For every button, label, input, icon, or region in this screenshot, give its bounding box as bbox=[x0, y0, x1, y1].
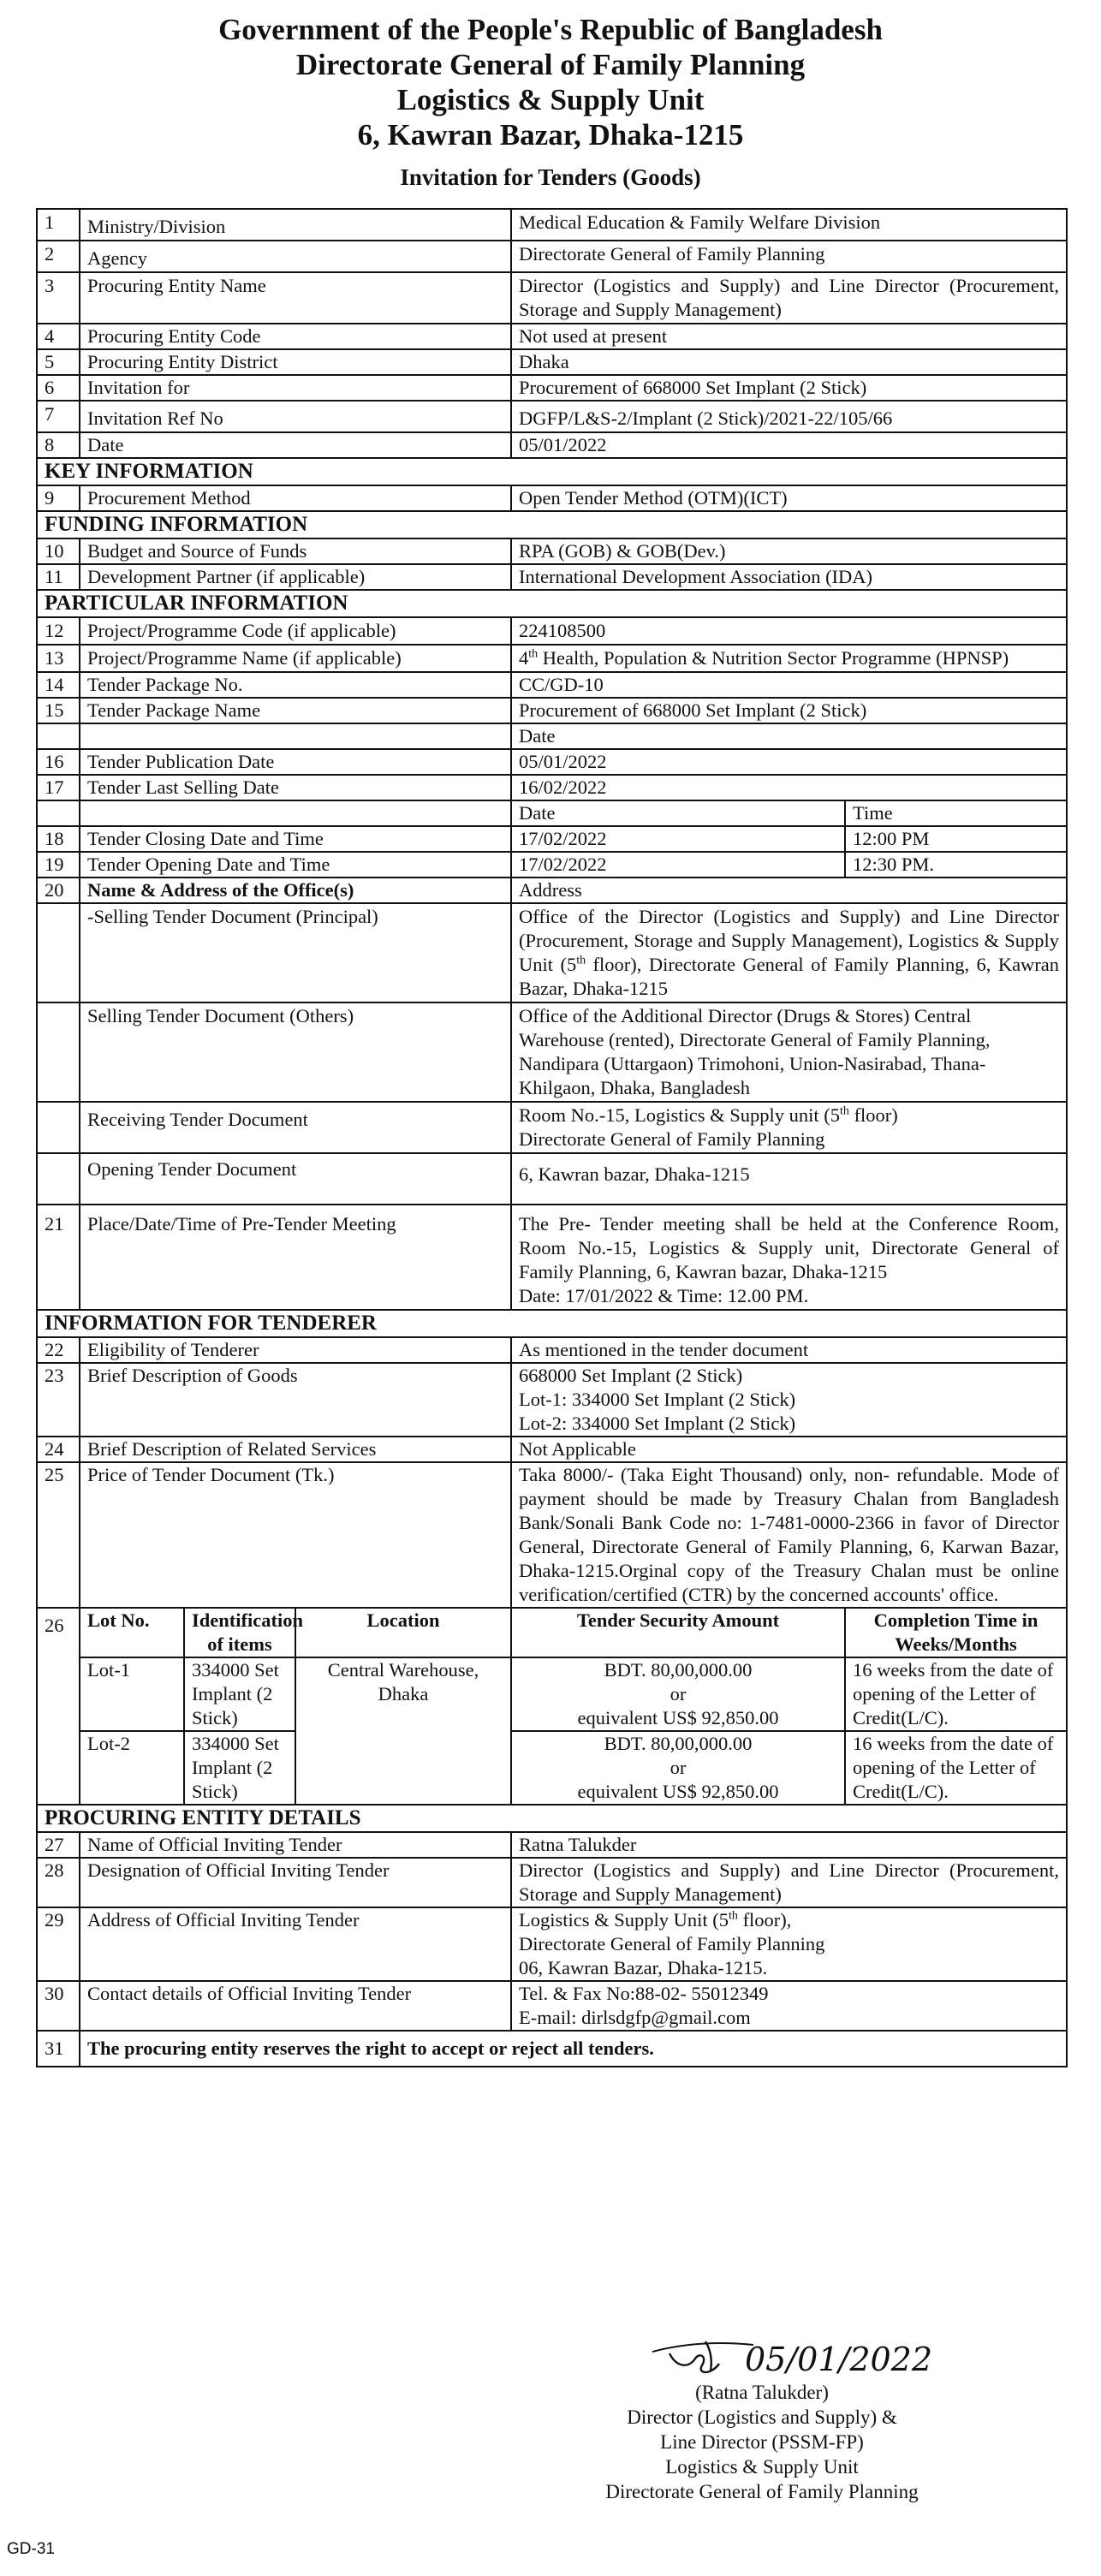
office-row-selling-principal bbox=[37, 903, 1067, 1002]
value-part: floor), bbox=[737, 1909, 792, 1931]
value-part: Office of the Director (Logistics and Supply) and Line Director (Procurement, Storage and Supply Management), Logistics & Supply Unit (5 bbox=[519, 906, 1060, 975]
row-number: 8 bbox=[37, 432, 80, 458]
handwritten-date: 05/01/2022 bbox=[745, 2341, 933, 2378]
table-row bbox=[37, 1337, 1067, 1363]
table-row bbox=[37, 272, 1067, 324]
row-value: International Development Association (IDA) bbox=[511, 564, 1067, 590]
table-row bbox=[37, 1907, 1067, 1981]
value-superscript: th bbox=[576, 954, 586, 967]
row-number: 2 bbox=[37, 241, 80, 272]
row-value: Directorate General of Family Planning bbox=[511, 241, 1067, 272]
row-value: Address bbox=[511, 878, 1067, 903]
row-label: Name of Official Inviting Tender bbox=[80, 1832, 511, 1858]
value-superscript: th bbox=[840, 1104, 849, 1118]
office-label: Opening Tender Document bbox=[80, 1153, 511, 1205]
office-address bbox=[511, 1102, 1067, 1153]
row-number: 30 bbox=[37, 1981, 80, 2031]
row-value: Director (Logistics and Supply) and Line Director (Procurement, Storage and Supply Management) bbox=[511, 1858, 1067, 1907]
row-number: 14 bbox=[37, 672, 80, 698]
row-label: Project/Programme Code (if applicable) bbox=[80, 617, 511, 645]
lot-table-header bbox=[37, 1608, 1067, 1657]
row-label: Tender Package Name bbox=[80, 698, 511, 723]
row-value: DGFP/L&S-2/Implant (2 Stick)/2021-22/105/66 bbox=[511, 401, 1067, 432]
lot-number: Lot-1 bbox=[80, 1657, 184, 1731]
value-part: The Pre- Tender meeting shall be held at the Conference Room, Room No.-15, Logistics & Supply unit, Directorate General of Family Planning, 6, Kawran bazar, Dhaka-1215 bbox=[519, 1213, 1060, 1282]
row-number: 19 bbox=[37, 852, 80, 878]
value-part: equivalent US$ 92,850.00 bbox=[577, 1781, 779, 1802]
row-number: 25 bbox=[37, 1462, 80, 1608]
value-part: BDT. 80,00,000.00 bbox=[604, 1733, 753, 1754]
row-value: 16/02/2022 bbox=[511, 775, 1067, 800]
office-label: Selling Tender Document (Others) bbox=[80, 1002, 511, 1102]
table-row bbox=[37, 2031, 1067, 2067]
row-number: 17 bbox=[37, 775, 80, 800]
row-number: 5 bbox=[37, 349, 80, 375]
row-number: 21 bbox=[37, 1205, 80, 1310]
row-label: Contact details of Official Inviting Tender bbox=[80, 1981, 511, 2031]
lot-item: 334000 Set Implant (2 Stick) bbox=[184, 1657, 295, 1731]
value-part: Lot-1: 334000 Set Implant (2 Stick) bbox=[519, 1389, 796, 1410]
value-part: E-mail: dirlsdgfp@gmail.com bbox=[519, 2007, 751, 2028]
table-row bbox=[37, 878, 1067, 903]
row-number: 11 bbox=[37, 564, 80, 590]
row-value: RPA (GOB) & GOB(Dev.) bbox=[511, 538, 1067, 564]
signatory-directorate: Directorate General of Family Planning bbox=[605, 2481, 919, 2502]
table-row bbox=[37, 1981, 1067, 2031]
row-number: 3 bbox=[37, 272, 80, 324]
row-value: Ratna Talukder bbox=[511, 1832, 1067, 1858]
value-part: 4 bbox=[519, 647, 529, 669]
value-part: Tel. & Fax No:88-02- 55012349 bbox=[519, 1983, 769, 2004]
value-part: 668000 Set Implant (2 Stick) bbox=[519, 1365, 743, 1386]
row-label: Brief Description of Related Services bbox=[80, 1437, 511, 1462]
row-value: As mentioned in the tender document bbox=[511, 1337, 1067, 1363]
office-address: Office of the Additional Director (Drugs & Stores) Central Warehouse (rented), Directorate General of Family Planning, Nandipara (Uttargaon) Trimohoni, Union-Nasirabad, Thana- Khilgaon, Dhaka, Bangladesh bbox=[511, 1002, 1067, 1102]
lot-row bbox=[37, 1657, 1067, 1731]
row-number: 26 bbox=[37, 1608, 80, 1805]
signatory-title-2: Line Director (PSSM-FP) bbox=[660, 2431, 864, 2453]
row-value: Taka 8000/- (Taka Eight Thousand) only, non- refundable. Mode of payment should be made by Treasury Chalan from Bangladesh Bank/Sonali Bank Code no: 1-7481-0000-2366 in favor of Director General, Directorate General of Family Planning, 6, Karwan Bazar, Dhaka-1215.Orginal copy of the Treasury Chalan must be online verification/certified (CTR) by the concerned accounts' office. bbox=[511, 1462, 1067, 1608]
office-address bbox=[511, 903, 1067, 1002]
value-part: floor) bbox=[848, 1104, 898, 1126]
row-value: Director (Logistics and Supply) and Line Director (Procurement, Storage and Supply Management) bbox=[511, 272, 1067, 324]
row-number: 16 bbox=[37, 749, 80, 775]
table-row bbox=[37, 375, 1067, 401]
date-column-header: Date bbox=[511, 723, 1067, 749]
row-number: 6 bbox=[37, 375, 80, 401]
table-row bbox=[37, 826, 1067, 852]
document-title: Invitation for Tenders (Goods) bbox=[400, 164, 701, 190]
blank-cell bbox=[37, 1002, 80, 1102]
lot-item: 334000 Set Implant (2 Stick) bbox=[184, 1731, 295, 1805]
form-code: GD-31 bbox=[7, 2540, 55, 2558]
row-value bbox=[511, 1363, 1067, 1437]
row-label: Name & Address of the Office(s) bbox=[80, 878, 511, 903]
office-row-selling-others bbox=[37, 1002, 1067, 1102]
row-time: 12:00 PM bbox=[845, 826, 1067, 852]
table-row bbox=[37, 749, 1067, 775]
row-label: Tender Last Selling Date bbox=[80, 775, 511, 800]
security-column-header: Tender Security Amount bbox=[511, 1608, 845, 1657]
value-part: or bbox=[670, 1757, 687, 1778]
row-number: 29 bbox=[37, 1907, 80, 1981]
blank-cell bbox=[80, 723, 511, 749]
table-row bbox=[37, 209, 1067, 241]
section-title: PROCURING ENTITY DETAILS bbox=[37, 1805, 1067, 1832]
row-value bbox=[511, 1981, 1067, 2031]
value-part: Directorate General of Family Planning bbox=[519, 1933, 825, 1954]
row-value: 05/01/2022 bbox=[511, 749, 1067, 775]
row-number: 4 bbox=[37, 324, 80, 349]
value-part: Date: 17/01/2022 & Time: 12.00 PM. bbox=[519, 1285, 809, 1306]
office-label: Receiving Tender Document bbox=[80, 1102, 511, 1153]
row-label: Date bbox=[80, 432, 511, 458]
row-label: Development Partner (if applicable) bbox=[80, 564, 511, 590]
signatory-name: (Ratna Talukder) bbox=[695, 2382, 829, 2403]
row-value bbox=[511, 1205, 1067, 1310]
section-title: KEY INFORMATION bbox=[37, 458, 1067, 485]
table-row-datetime-header bbox=[37, 800, 1067, 826]
table-row bbox=[37, 1363, 1067, 1437]
blank-cell bbox=[37, 1153, 80, 1205]
value-part: floor), Directorate General of Family Planning, 6, Kawran Bazar, Dhaka-1215 bbox=[519, 954, 1060, 999]
blank-cell bbox=[80, 800, 511, 826]
section-header-particular bbox=[37, 590, 1067, 617]
table-row bbox=[37, 1462, 1067, 1608]
table-row bbox=[37, 401, 1067, 432]
table-row bbox=[37, 672, 1067, 698]
row-label: Procuring Entity District bbox=[80, 349, 511, 375]
row-label: Agency bbox=[80, 241, 511, 272]
row-value bbox=[511, 645, 1067, 672]
row-time: 12:30 PM. bbox=[845, 852, 1067, 878]
header-line-directorate: Directorate General of Family Planning bbox=[295, 48, 806, 81]
row-label: Tender Opening Date and Time bbox=[80, 852, 511, 878]
time-column-header: Time bbox=[845, 800, 1067, 826]
lot-security bbox=[511, 1657, 845, 1731]
row-number: 7 bbox=[37, 401, 80, 432]
table-row bbox=[37, 698, 1067, 723]
row-number: 13 bbox=[37, 645, 80, 672]
lot-location: Central Warehouse, Dhaka bbox=[295, 1657, 511, 1805]
value-part: or bbox=[670, 1683, 687, 1704]
row-number: 12 bbox=[37, 617, 80, 645]
row-label: Project/Programme Name (if applicable) bbox=[80, 645, 511, 672]
row-date: 17/02/2022 bbox=[511, 826, 845, 852]
value-part: Logistics & Supply Unit (5 bbox=[519, 1909, 729, 1931]
table-row bbox=[37, 564, 1067, 590]
lot-completion: 16 weeks from the date of opening of the Letter of Credit(L/C). bbox=[845, 1657, 1067, 1731]
value-superscript: th bbox=[528, 647, 539, 661]
table-row bbox=[37, 645, 1067, 672]
lot-security bbox=[511, 1731, 845, 1805]
row-number: 28 bbox=[37, 1858, 80, 1907]
row-label: Tender Package No. bbox=[80, 672, 511, 698]
completion-column-header: Completion Time in Weeks/Months bbox=[845, 1608, 1067, 1657]
row-value: Open Tender Method (OTM)(ICT) bbox=[511, 485, 1067, 511]
value-part: Directorate General of Family Planning bbox=[519, 1128, 825, 1150]
section-title: PARTICULAR INFORMATION bbox=[37, 590, 1067, 617]
table-row bbox=[37, 241, 1067, 272]
row-value: Medical Education & Family Welfare Division bbox=[511, 209, 1067, 241]
office-row-opening bbox=[37, 1153, 1067, 1205]
row-number: 10 bbox=[37, 538, 80, 564]
header-line-government: Government of the People's Republic of Bangladesh bbox=[218, 13, 883, 46]
row-label: Designation of Official Inviting Tender bbox=[80, 1858, 511, 1907]
table-row bbox=[37, 1832, 1067, 1858]
row-number: 1 bbox=[37, 209, 80, 241]
row-value: CC/GD-10 bbox=[511, 672, 1067, 698]
lot-row bbox=[37, 1731, 1067, 1805]
row-value: 05/01/2022 bbox=[511, 432, 1067, 458]
table-row bbox=[37, 1858, 1067, 1907]
table-row bbox=[37, 1205, 1067, 1310]
location-column-header: Location bbox=[295, 1608, 511, 1657]
header-line-unit: Logistics & Supply Unit bbox=[396, 83, 705, 116]
office-label: -Selling Tender Document (Principal) bbox=[80, 903, 511, 1002]
signatory-unit: Logistics & Supply Unit bbox=[665, 2456, 859, 2478]
value-part: Room No.-15, Logistics & Supply unit (5 bbox=[519, 1104, 841, 1126]
row-number: 23 bbox=[37, 1363, 80, 1437]
header-line-address: 6, Kawran Bazar, Dhaka-1215 bbox=[357, 118, 744, 152]
office-address: 6, Kawran bazar, Dhaka-1215 bbox=[511, 1153, 1067, 1205]
document-header bbox=[0, 0, 1101, 191]
row-number: 24 bbox=[37, 1437, 80, 1462]
date-column-header: Date bbox=[511, 800, 845, 826]
blank-cell bbox=[37, 723, 80, 749]
row-label: Price of Tender Document (Tk.) bbox=[80, 1462, 511, 1608]
value-part: BDT. 80,00,000.00 bbox=[604, 1659, 753, 1681]
section-header-funding bbox=[37, 511, 1067, 538]
signature-block bbox=[479, 2380, 1044, 2504]
table-row-date-header bbox=[37, 723, 1067, 749]
row-label: Procurement Method bbox=[80, 485, 511, 511]
section-title: FUNDING INFORMATION bbox=[37, 511, 1067, 538]
identification-column-header: Identification of items bbox=[184, 1608, 295, 1657]
row-number: 27 bbox=[37, 1832, 80, 1858]
signatory-title-1: Director (Logistics and Supply) & bbox=[627, 2406, 897, 2428]
row-date: 17/02/2022 bbox=[511, 852, 845, 878]
table-row bbox=[37, 775, 1067, 800]
section-header-key bbox=[37, 458, 1067, 485]
table-row bbox=[37, 1437, 1067, 1462]
row-label: Address of Official Inviting Tender bbox=[80, 1907, 511, 1981]
table-row bbox=[37, 324, 1067, 349]
row-value: 224108500 bbox=[511, 617, 1067, 645]
row-label: Place/Date/Time of Pre-Tender Meeting bbox=[80, 1205, 511, 1310]
row-label: Tender Publication Date bbox=[80, 749, 511, 775]
row-number: 22 bbox=[37, 1337, 80, 1363]
value-part: Lot-2: 334000 Set Implant (2 Stick) bbox=[519, 1413, 796, 1434]
row-value bbox=[511, 1907, 1067, 1981]
blank-cell bbox=[37, 800, 80, 826]
row-label: Invitation Ref No bbox=[80, 401, 511, 432]
value-superscript: th bbox=[729, 1909, 738, 1923]
row-value: Not used at present bbox=[511, 324, 1067, 349]
row-label: Invitation for bbox=[80, 375, 511, 401]
table-row bbox=[37, 538, 1067, 564]
lot-completion: 16 weeks from the date of opening of the Letter of Credit(L/C). bbox=[845, 1731, 1067, 1805]
table-row bbox=[37, 617, 1067, 645]
table-row bbox=[37, 349, 1067, 375]
section-header-procuring bbox=[37, 1805, 1067, 1832]
row-label: Ministry/Division bbox=[80, 209, 511, 241]
row-label: Procuring Entity Name bbox=[80, 272, 511, 324]
row-label: Brief Description of Goods bbox=[80, 1363, 511, 1437]
section-title: INFORMATION FOR TENDERER bbox=[37, 1310, 1067, 1337]
row-value: Procurement of 668000 Set Implant (2 Stick) bbox=[511, 698, 1067, 723]
row-number: 15 bbox=[37, 698, 80, 723]
row-number: 9 bbox=[37, 485, 80, 511]
row-value: Procurement of 668000 Set Implant (2 Stick) bbox=[511, 375, 1067, 401]
section-header-tenderer bbox=[37, 1310, 1067, 1337]
table-row bbox=[37, 432, 1067, 458]
row-value: Not Applicable bbox=[511, 1437, 1067, 1462]
row-label: Eligibility of Tenderer bbox=[80, 1337, 511, 1363]
lot-number: Lot-2 bbox=[80, 1731, 184, 1805]
row-value: Dhaka bbox=[511, 349, 1067, 375]
row-number: 20 bbox=[37, 878, 80, 903]
value-part: 06, Kawran Bazar, Dhaka-1215. bbox=[519, 1957, 768, 1978]
table-row bbox=[37, 485, 1067, 511]
value-part: Health, Population & Nutrition Sector Programme (HPNSP) bbox=[538, 647, 1009, 669]
row-label: Tender Closing Date and Time bbox=[80, 826, 511, 852]
reservation-note: The procuring entity reserves the right to accept or reject all tenders. bbox=[80, 2031, 1067, 2067]
table-row bbox=[37, 852, 1067, 878]
blank-cell bbox=[37, 1102, 80, 1153]
row-label: Budget and Source of Funds bbox=[80, 538, 511, 564]
lot-column-header: Lot No. bbox=[80, 1608, 184, 1657]
blank-cell bbox=[37, 903, 80, 1002]
value-part: equivalent US$ 92,850.00 bbox=[577, 1707, 779, 1728]
office-row-receiving bbox=[37, 1102, 1067, 1153]
tender-table bbox=[36, 208, 1068, 2067]
row-number: 18 bbox=[37, 826, 80, 852]
row-label: Procuring Entity Code bbox=[80, 324, 511, 349]
row-number: 31 bbox=[37, 2031, 80, 2067]
